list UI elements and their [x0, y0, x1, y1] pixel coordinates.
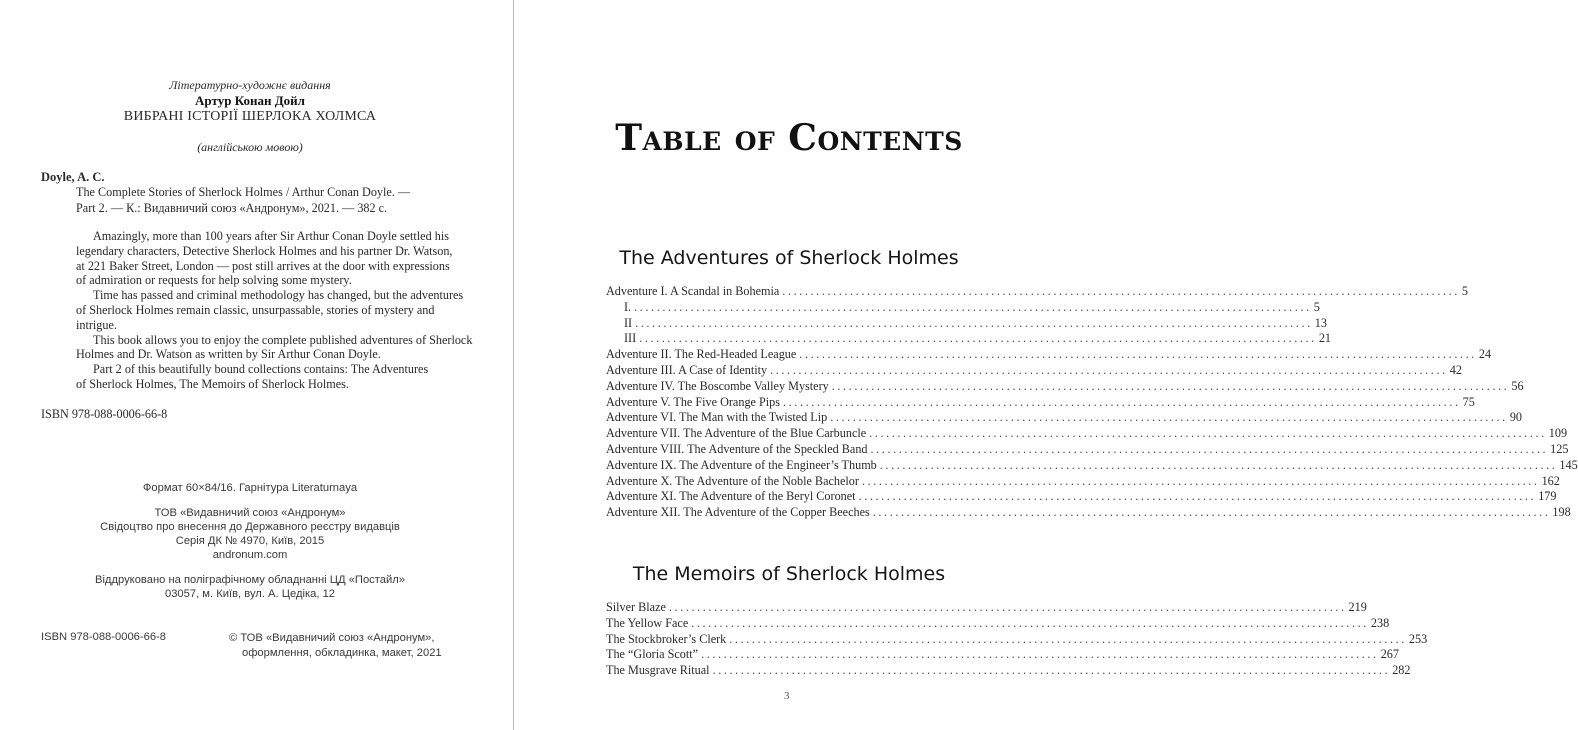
- toc-list-adventures: [606, 284, 1578, 521]
- toc-entry[interactable]: [606, 631, 1428, 648]
- toc-entry[interactable]: [606, 362, 1462, 379]
- toc-leader-dots: ........................................................................................................................: [830, 410, 1508, 425]
- toc-leader-dots: ........................................................................................................................: [870, 441, 1549, 456]
- toc-entry[interactable]: [606, 600, 1367, 616]
- toc-leader-dots: ........................................................................................................................: [799, 347, 1477, 362]
- toc-entry-title: Adventure II. The Red-Headed League: [606, 347, 797, 362]
- toc-entry-title: Silver Blaze: [606, 600, 666, 614]
- toc-entry-page: 13: [1314, 315, 1327, 330]
- toc-leader-dots: ........................................................................................................................: [858, 489, 1537, 504]
- toc-leader-dots: ........................................................................................................................: [729, 631, 1407, 646]
- description-line: Holmes and Dr. Watson as written by Sir Arthur Conan Doyle.: [76, 347, 381, 362]
- toc-entry-page: 5: [1461, 284, 1469, 298]
- toc-entry-title: Adventure IX. The Adventure of the Engineer’s Thumb: [606, 457, 877, 472]
- imprint-series: Серія ДК № 4970, Київ, 2015: [175, 535, 325, 547]
- description-line: intrigue.: [76, 317, 117, 332]
- toc-entry[interactable]: [606, 299, 1320, 316]
- toc-entry-page: 162: [1541, 473, 1560, 488]
- toc-leader-dots: ........................................................................................................................: [782, 284, 1460, 298]
- copyright: [229, 631, 442, 661]
- description-line: of Sherlock Holmes, The Memoirs of Sherlock Holmes.: [76, 376, 349, 391]
- imprint-certificate: Свідоцтво про внесення до Державного реєстру видавців: [100, 521, 400, 533]
- description-line: Amazingly, more than 100 years after Sir Arthur Conan Doyle settled his: [93, 229, 449, 243]
- page-number: 3: [784, 690, 790, 702]
- toc-leader-dots: ........................................................................................................................: [783, 394, 1461, 409]
- author-name: Артур Конан Дойл: [195, 93, 305, 108]
- book-title: ВИБРАНІ ІСТОРІЇ ШЕРЛОКА ХОЛМСА: [123, 109, 377, 124]
- catalog-author: Doyle, A. C.: [41, 170, 105, 184]
- toc-entry[interactable]: [606, 394, 1475, 411]
- right-page: [514, 0, 1578, 730]
- toc-entry-title: Adventure XI. The Adventure of the Beryl Coronet: [606, 489, 856, 504]
- toc-entry[interactable]: [606, 473, 1560, 490]
- toc-entry-title: The Musgrave Ritual: [606, 663, 710, 678]
- toc-entry-title: Adventure XII. The Adventure of the Copper Beeches: [606, 505, 870, 520]
- toc-leader-dots: ........................................................................................................................: [668, 600, 1347, 614]
- toc-entry-page: 267: [1380, 647, 1399, 662]
- toc-leader-dots: ........................................................................................................................: [861, 473, 1540, 488]
- toc-entry-page: 238: [1370, 615, 1390, 630]
- description-line: at 221 Baker Street, London — post still arrives at the door with expressions: [76, 258, 450, 273]
- toc-entry-page: 282: [1392, 663, 1411, 678]
- toc-title: Table of Contents: [615, 117, 963, 159]
- toc-entry-page: 21: [1318, 331, 1331, 346]
- toc-entry-title: Adventure VII. The Adventure of the Blue Carbuncle: [606, 426, 867, 441]
- toc-entry[interactable]: [606, 505, 1571, 521]
- copyright-line: оформлення, обкладинка, макет, 2021: [242, 647, 442, 659]
- isbn-bottom: ISBN 978-088-0006-66-8: [41, 631, 167, 643]
- toc-entry-page: 90: [1509, 410, 1523, 425]
- toc-entry[interactable]: [606, 489, 1557, 505]
- toc-entry-title: I.: [624, 299, 632, 314]
- description-line: of admiration or requests for help solving some mystery.: [76, 273, 352, 288]
- toc-entry-title: II: [624, 315, 633, 330]
- section-title: The Memoirs of Sherlock Holmes: [632, 563, 946, 585]
- toc-entry-page: 56: [1511, 378, 1524, 393]
- toc-entry-title: The “Gloria Scott”: [606, 647, 699, 662]
- toc-leader-dots: ........................................................................................................................: [691, 615, 1369, 630]
- toc-entry-title: Adventure VI. The Man with the Twisted Lip: [606, 410, 828, 425]
- toc-entry[interactable]: [606, 410, 1523, 426]
- toc-leader-dots: ........................................................................................................................: [639, 331, 1317, 346]
- toc-entry-page: 179: [1538, 489, 1557, 504]
- toc-entry[interactable]: [606, 441, 1569, 458]
- toc-entry-page: 253: [1408, 631, 1428, 646]
- imprint-website: andronum.com: [212, 549, 288, 561]
- imprint-printed: Віддруковано на поліграфічному обладнанні ЦД «Постайл»: [94, 574, 405, 586]
- catalog-line: The Complete Stories of Sherlock Holmes / Arthur Conan Doyle. —: [76, 185, 411, 199]
- toc-entry[interactable]: [606, 647, 1399, 663]
- toc-entry[interactable]: [606, 615, 1390, 632]
- toc-entry-page: 145: [1559, 457, 1578, 472]
- toc-entry[interactable]: [606, 378, 1524, 395]
- toc-entry-page: 219: [1348, 600, 1367, 614]
- copyright-line: © ТОВ «Видавничий союз «Андронум»,: [229, 632, 435, 644]
- toc-entry-title: Adventure VIII. The Adventure of the Speckled Band: [606, 441, 868, 456]
- toc-entry-title: Adventure V. The Five Orange Pips: [606, 394, 780, 409]
- toc-entry-title: Adventure IV. The Boscombe Valley Mystery: [606, 378, 829, 393]
- toc-entry[interactable]: [606, 331, 1331, 347]
- toc-entry-title: Adventure III. A Case of Identity: [606, 362, 768, 377]
- toc-entry-title: Adventure X. The Adventure of the Noble Bachelor: [606, 473, 859, 488]
- toc-entry[interactable]: [606, 315, 1327, 332]
- toc-entry-title: The Stockbroker’s Clerk: [606, 631, 727, 646]
- toc-leader-dots: ........................................................................................................................: [869, 426, 1547, 441]
- isbn-top: ISBN 978-088-0006-66-8: [41, 407, 168, 421]
- toc-entry-title: Adventure I. A Scandal in Bohemia: [606, 284, 780, 298]
- toc-entry-page: 125: [1550, 441, 1569, 456]
- toc-entry[interactable]: [606, 284, 1469, 300]
- imprint-format: Формат 60×84/16. Гарнітура Literaturnaya: [142, 482, 358, 494]
- toc-entry-page: 5: [1313, 299, 1320, 314]
- language-note: (англійською мовою): [197, 140, 303, 154]
- toc-entry[interactable]: [606, 663, 1411, 679]
- toc-entry-page: 75: [1462, 394, 1475, 409]
- toc-entry-page: 24: [1478, 347, 1492, 362]
- description-line: of Sherlock Holmes remain classic, unsurpassable, stories of mystery and: [76, 302, 435, 317]
- toc-leader-dots: ........................................................................................................................: [770, 362, 1448, 377]
- toc-leader-dots: ........................................................................................................................: [635, 315, 1313, 330]
- toc-list-memoirs: [606, 600, 1428, 679]
- toc-leader-dots: ........................................................................................................................: [712, 663, 1391, 678]
- left-page: [0, 0, 513, 730]
- toc-entry-title: III: [624, 331, 637, 346]
- toc-entry-page: 109: [1548, 426, 1568, 441]
- description-line: This book allows you to enjoy the complete published adventures of Sherlock: [93, 332, 473, 347]
- toc-entry-page: 42: [1449, 362, 1462, 377]
- edition-type: Літературно-художнє видання: [169, 78, 331, 92]
- toc-entry-title: The Yellow Face: [606, 615, 689, 630]
- imprint-publisher: ТОВ «Видавничий союз «Андронум»: [154, 507, 346, 519]
- book-description: [76, 229, 473, 392]
- toc-entry[interactable]: [606, 457, 1578, 474]
- toc-entry[interactable]: [606, 347, 1492, 363]
- toc-entry-page: 198: [1552, 505, 1571, 520]
- imprint-address: 03057, м. Київ, вул. А. Цедіка, 12: [164, 588, 336, 600]
- description-line: legendary characters, Detective Sherlock Holmes and his partner Dr. Watson,: [76, 243, 453, 258]
- toc-entry[interactable]: [606, 426, 1568, 442]
- catalog-line: Part 2. — К.: Видавничий союз «Андронум», 2021. — 382 с.: [76, 201, 388, 215]
- section-title: The Adventures of Sherlock Holmes: [619, 247, 959, 269]
- description-line: Time has passed and criminal methodology has changed, but the adventures: [93, 288, 464, 303]
- toc-leader-dots: ........................................................................................................................: [872, 505, 1551, 520]
- toc-leader-dots: ........................................................................................................................: [634, 299, 1312, 314]
- toc-leader-dots: ........................................................................................................................: [701, 647, 1379, 662]
- toc-leader-dots: ........................................................................................................................: [831, 378, 1510, 393]
- description-line: Part 2 of this beautifully bound collections contains: The Adventures: [93, 362, 429, 377]
- toc-leader-dots: ........................................................................................................................: [879, 457, 1558, 472]
